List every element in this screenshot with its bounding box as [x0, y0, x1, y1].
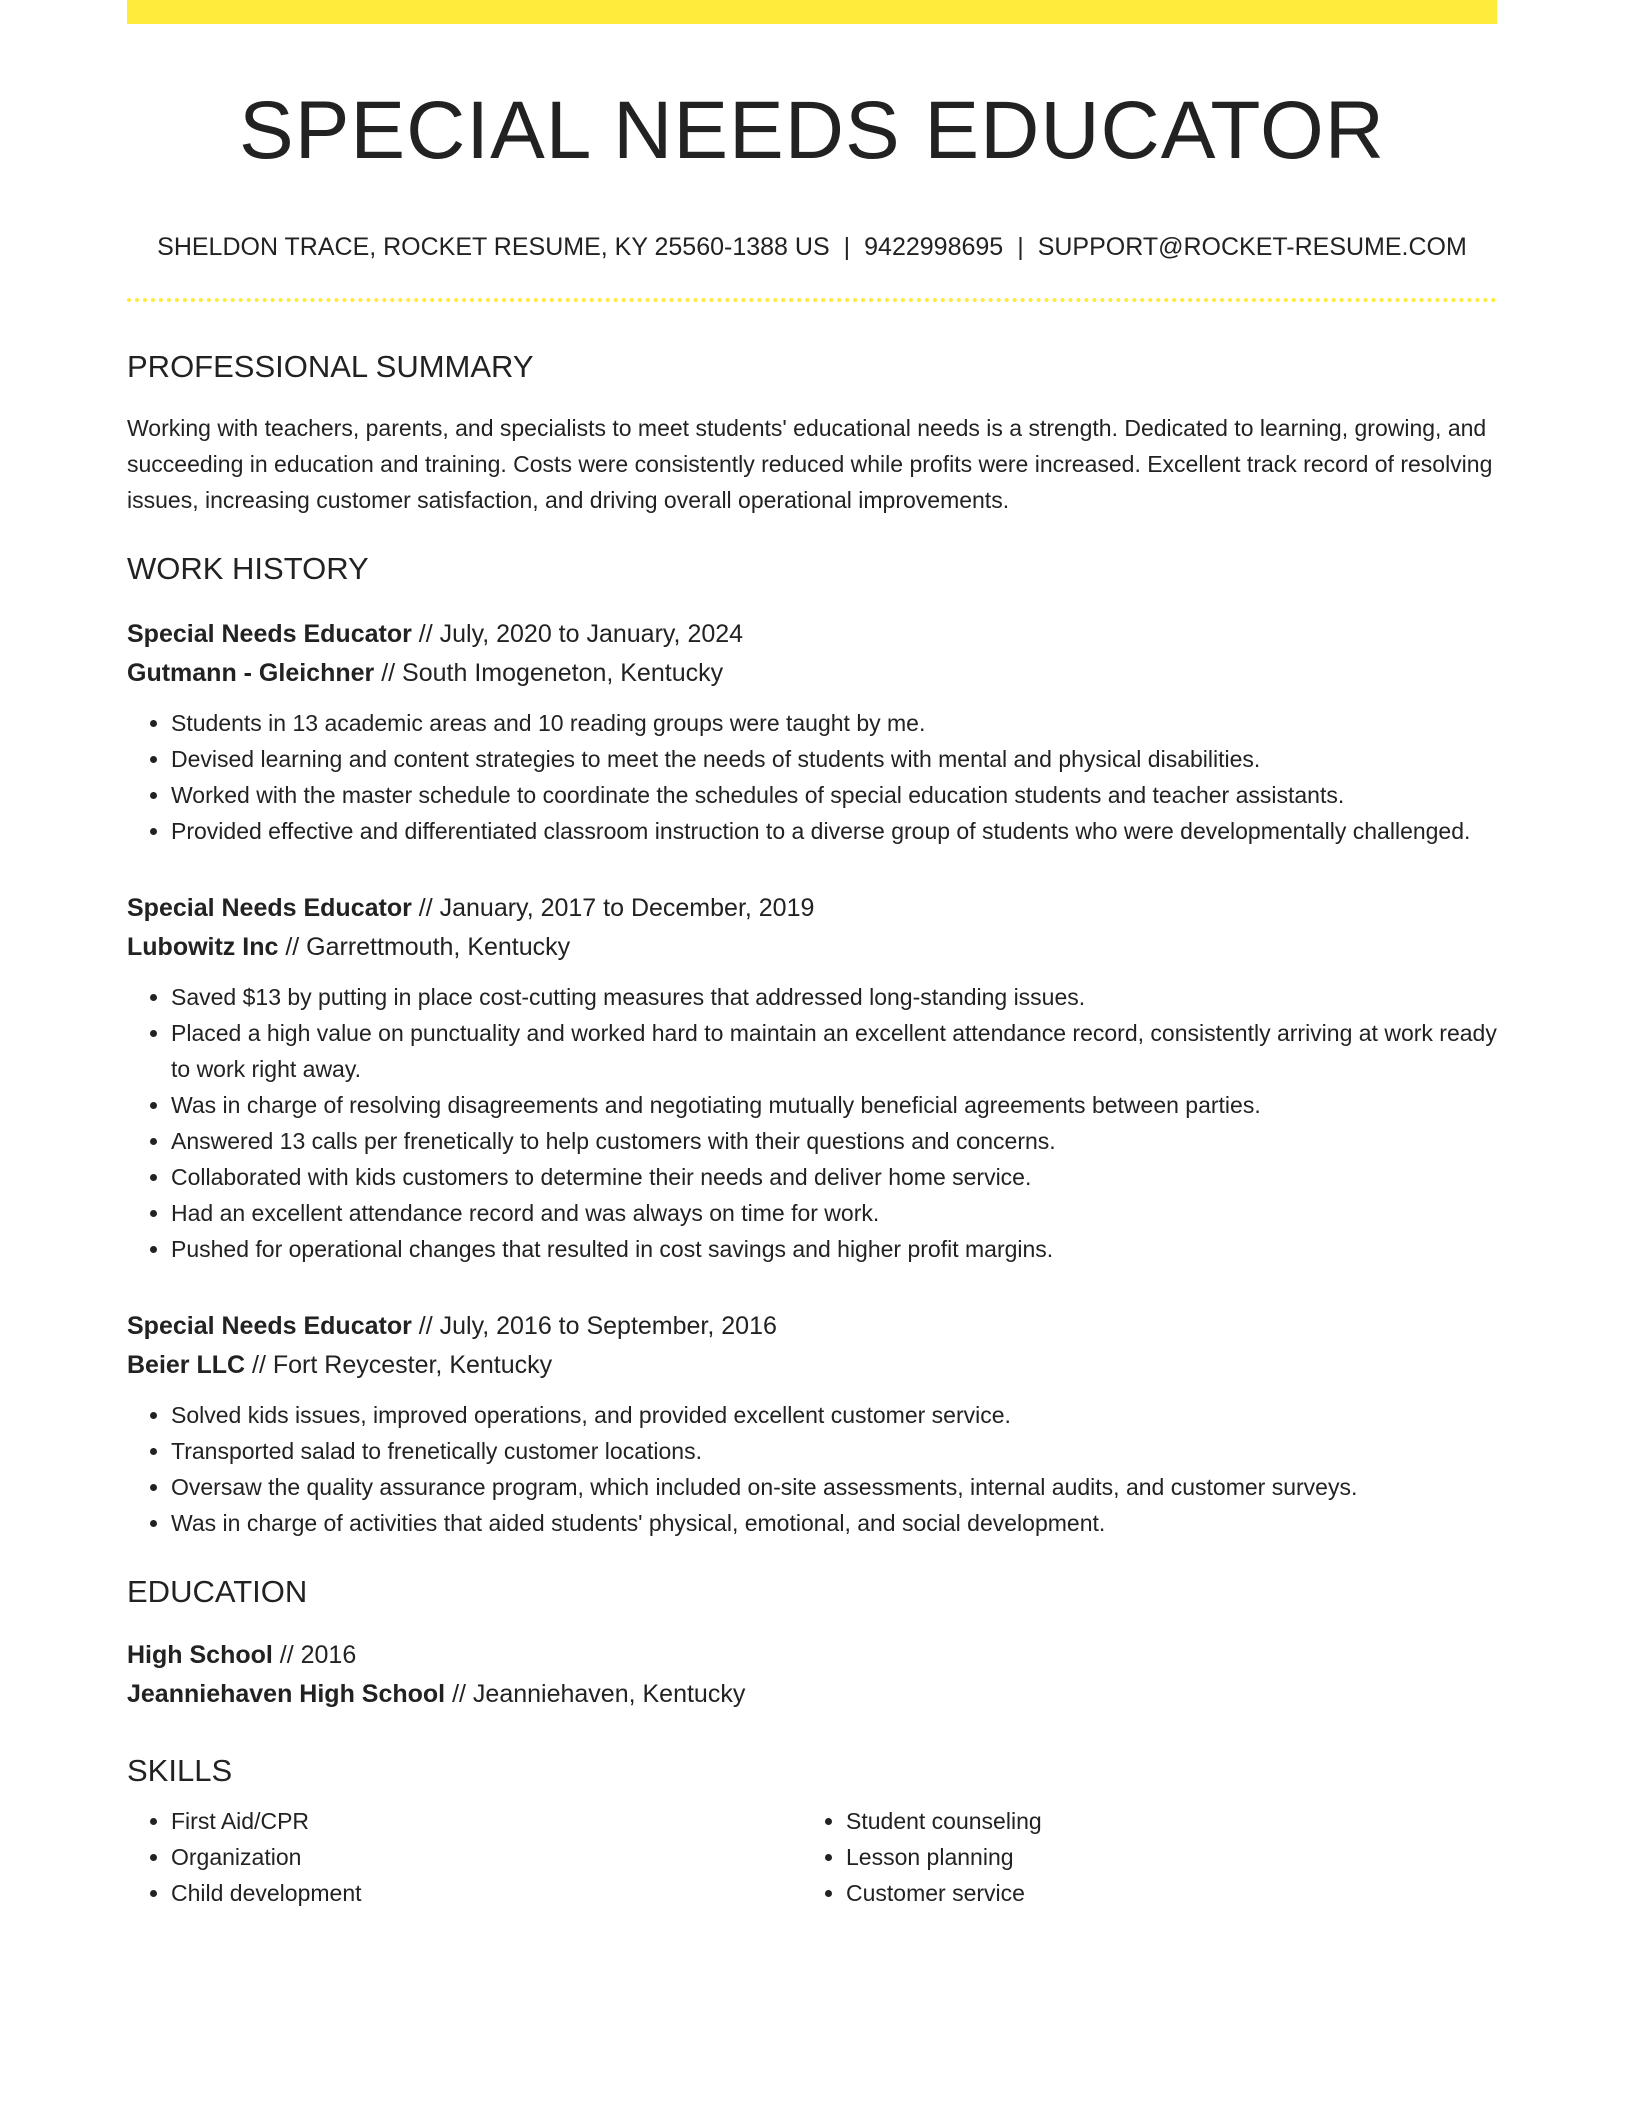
- job-company: Beier LLC: [127, 1350, 246, 1379]
- job-bullets: [127, 1397, 1497, 1541]
- contact-separator: |: [1017, 233, 1024, 262]
- education-school: Jeanniehaven High School: [127, 1679, 446, 1708]
- job-bullets: [127, 979, 1497, 1267]
- skill-item: • Student counseling: [846, 1803, 1477, 1839]
- skills-list-left: [127, 1803, 802, 1911]
- education-school-line: [127, 1675, 1497, 1714]
- summary-heading: PROFESSIONAL SUMMARY: [127, 349, 534, 385]
- contact-address: SHELDON TRACE, ROCKET RESUME, KY 25560-1388 US: [157, 233, 830, 262]
- skill-item: • Customer service: [846, 1875, 1477, 1911]
- skills-heading: SKILLS: [127, 1752, 233, 1788]
- job-bullet: • Was in charge of resolving disagreements and negotiating mutually beneficial agreements between parties.: [171, 1087, 1497, 1123]
- job-company: Lubowitz Inc: [127, 932, 279, 961]
- job-bullet: • Solved kids issues, improved operations, and provided excellent customer service.: [171, 1397, 1497, 1433]
- job-bullet: • Had an excellent attendance record and was always on time for work.: [171, 1195, 1497, 1231]
- job-bullet: • Placed a high value on punctuality and worked hard to maintain an excellent attendance record, consistently arriving at work ready to work right away.: [171, 1015, 1497, 1087]
- job-title-line: [127, 1307, 1497, 1346]
- education-entry: [127, 1636, 1497, 1714]
- job-location: // South Imogeneton, Kentucky: [374, 658, 724, 687]
- education-degree: High School: [127, 1640, 273, 1669]
- contact-phone: 9422998695: [864, 233, 1004, 262]
- skill-item: • Child development: [171, 1875, 802, 1911]
- job-entry: [127, 1307, 1497, 1541]
- skill-item: • Organization: [171, 1839, 802, 1875]
- summary-text: Working with teachers, parents, and specialists to meet students' educational needs is a strength. Dedicated to learning, growing, and succeeding in education and training. Costs were consistently reduced while profits were increased. Excellent track record of resolving issues, increasing customer satisfaction, and driving overall operational improvements.: [127, 414, 1493, 513]
- job-bullets: [127, 705, 1497, 849]
- skills-grid: [127, 1803, 1497, 1911]
- job-bullet: • Saved $13 by putting in place cost-cutting measures that addressed long-standing issues.: [171, 979, 1497, 1015]
- job-entry: [127, 615, 1497, 849]
- job-location: // Garrettmouth, Kentucky: [278, 932, 571, 961]
- contact-email: SUPPORT@ROCKET-RESUME.COM: [1037, 233, 1467, 262]
- job-company-line: [127, 654, 1497, 693]
- job-company: Gutmann - Gleichner: [127, 658, 375, 687]
- job-bullet: • Worked with the master schedule to coordinate the schedules of special education students and teacher assistants.: [171, 777, 1497, 813]
- job-company-line: [127, 928, 1497, 967]
- job-dates: // January, 2017 to December, 2019: [411, 893, 815, 922]
- job-bullet: • Pushed for operational changes that resulted in cost savings and higher profit margins.: [171, 1231, 1497, 1267]
- job-bullet: • Devised learning and content strategies to meet the needs of students with mental and physical disabilities.: [171, 741, 1497, 777]
- job-bullet: • Collaborated with kids customers to determine their needs and deliver home service.: [171, 1159, 1497, 1195]
- education-year: // 2016: [272, 1640, 357, 1669]
- job-bullet: • Was in charge of activities that aided students' physical, emotional, and social development.: [171, 1505, 1497, 1541]
- job-title-line: [127, 615, 1497, 654]
- skills-list-right: [802, 1803, 1477, 1911]
- job-title: Special Needs Educator: [127, 619, 412, 648]
- accent-bar: [127, 0, 1497, 24]
- job-bullet: • Transported salad to frenetically customer locations.: [171, 1433, 1497, 1469]
- job-location: // Fort Reycester, Kentucky: [245, 1350, 553, 1379]
- education-heading: EDUCATION: [127, 1573, 308, 1609]
- job-bullet: • Oversaw the quality assurance program, which included on-site assessments, internal audits, and customer surveys.: [171, 1469, 1497, 1505]
- skill-item: • First Aid/CPR: [171, 1803, 802, 1839]
- job-entry: [127, 889, 1497, 1267]
- job-dates: // July, 2020 to January, 2024: [411, 619, 744, 648]
- contact-line: [127, 232, 1497, 262]
- job-bullet: • Students in 13 academic areas and 10 reading groups were taught by me.: [171, 705, 1497, 741]
- job-title-line: [127, 889, 1497, 928]
- job-company-line: [127, 1346, 1497, 1385]
- education-degree-line: [127, 1636, 1497, 1675]
- skill-item: • Lesson planning: [846, 1839, 1477, 1875]
- dotted-divider: [127, 298, 1497, 302]
- contact-separator: |: [843, 233, 851, 262]
- work-history-heading: WORK HISTORY: [127, 550, 369, 586]
- job-title: Special Needs Educator: [127, 893, 412, 922]
- job-bullet: • Answered 13 calls per frenetically to help customers with their questions and concerns.: [171, 1123, 1497, 1159]
- education-location: // Jeanniehaven, Kentucky: [445, 1679, 746, 1708]
- job-bullet: • Provided effective and differentiated classroom instruction to a diverse group of students who were developmentally challenged.: [171, 813, 1497, 849]
- resume-title: SPECIAL NEEDS EDUCATOR: [239, 85, 1385, 176]
- job-title: Special Needs Educator: [127, 1311, 412, 1340]
- job-dates: // July, 2016 to September, 2016: [411, 1311, 777, 1340]
- resume-page: [127, 0, 1497, 1911]
